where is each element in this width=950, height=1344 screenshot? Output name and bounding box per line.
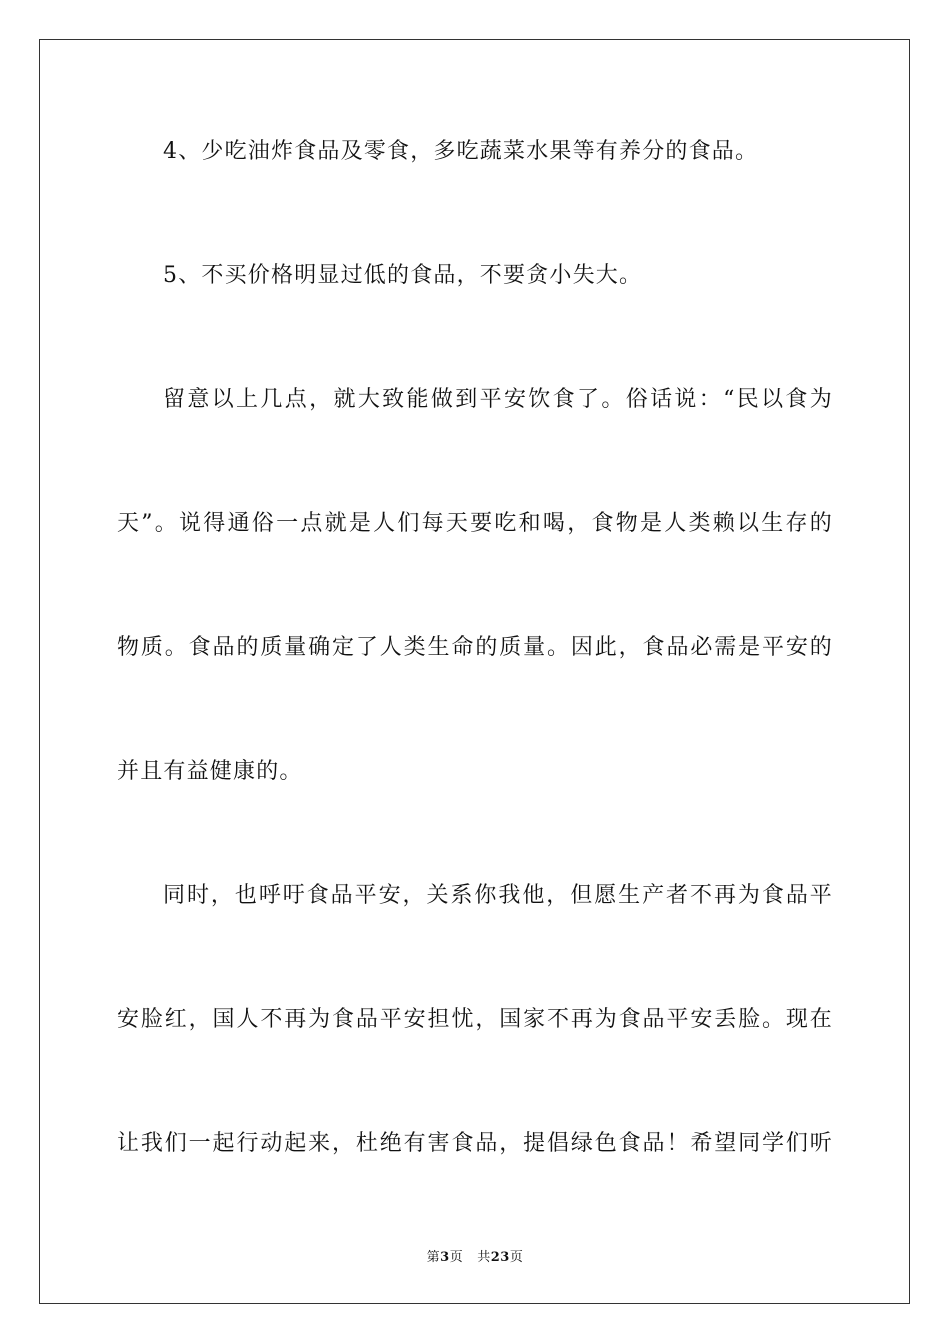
paragraph-line-6: 并且有益健康的。	[117, 759, 303, 784]
paragraph-line-3: 留意以上几点，就大致能做到平安饮食了。俗话说：“民以食为	[163, 387, 833, 412]
page-prefix: 第	[426, 1250, 441, 1265]
paragraph-line-7: 同时，也呼吁食品平安，关系你我他，但愿生产者不再为食品平	[163, 883, 833, 908]
paragraph-line-2: 5、不买价格明显过低的食品，不要贪小失大。	[163, 263, 643, 288]
page-border	[39, 39, 910, 1304]
total-prefix: 共	[477, 1250, 491, 1265]
total-pages: 23	[490, 1250, 510, 1265]
page-number: 3	[440, 1250, 450, 1265]
paragraph-line-8: 安脸红，国人不再为食品平安担忧，国家不再为食品平安丢脸。现在	[117, 1007, 833, 1032]
paragraph-line-1: 4、少吃油炸食品及零食，多吃蔬菜水果等有养分的食品。	[163, 139, 759, 164]
page-footer	[0, 1246, 950, 1265]
page-suffix: 页	[449, 1250, 464, 1265]
paragraph-line-4: 天”。说得通俗一点就是人们每天要吃和喝，食物是人类赖以生存的	[117, 511, 833, 536]
paragraph-line-5: 物质。食品的质量确定了人类生命的质量。因此，食品必需是平安的	[117, 635, 833, 660]
total-suffix: 页	[509, 1250, 524, 1265]
paragraph-line-9: 让我们一起行动起来，杜绝有害食品，提倡绿色食品！希望同学们听	[117, 1131, 833, 1156]
